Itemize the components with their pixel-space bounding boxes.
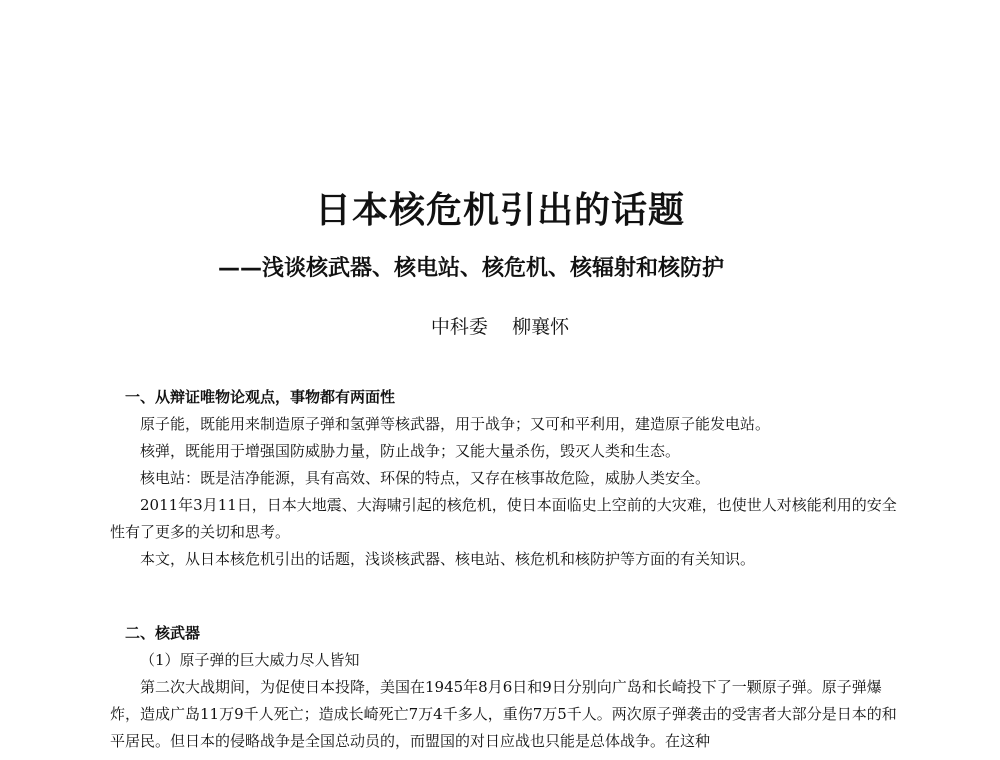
paragraph: 原子能，既能用来制造原子弹和氢弹等核武器，用于战争；又可和平利用，建造原子能发电站。 [140,415,771,433]
section-1 [110,384,910,573]
section-2-heading: 二、核武器 [125,624,201,642]
section-2-subheading: （1）原子弹的巨大威力尽人皆知 [140,651,360,669]
section-2 [110,620,910,755]
article-authors: 中科委 柳襄怀 [430,316,570,338]
paragraph: 第二次大战期间，为促使日本投降，美国在1945年8月6日和9日分别向广岛和长崎投下了一颗原子弹。原子弹爆炸，造成广岛11万9千人死亡；造成长崎死亡7万4千多人，重伤7万5千人。两次原子弹袭击的受害者大部分是日本的和平居民。但日本的侵略战争是全国总动员的，而盟国的对日应战也只能是总体战争。在这种 [110,678,897,750]
article-title: 日本核危机引出的话题 [314,190,685,231]
paragraph: 本文，从日本核危机引出的话题，浅谈核武器、核电站、核危机和核防护等方面的有关知识。 [140,550,756,568]
section-1-heading: 一、从辩证唯物论观点，事物都有两面性 [125,388,396,406]
paragraph: 核弹，既能用于增强国防威胁力量，防止战争；又能大量杀伤，毁灭人类和生态。 [140,442,681,460]
paragraph: 核电站：既是洁净能源，具有高效、环保的特点，又存在核事故危险，威胁人类安全。 [140,469,711,487]
paragraph: 2011年3月11日，日本大地震、大海啸引起的核危机，使日本面临史上空前的大灾难，也使世人对核能利用的安全性有了更多的关切和思考。 [110,496,897,541]
article-subtitle: ——浅谈核武器、核电站、核危机、核辐射和核防护 [218,256,725,281]
